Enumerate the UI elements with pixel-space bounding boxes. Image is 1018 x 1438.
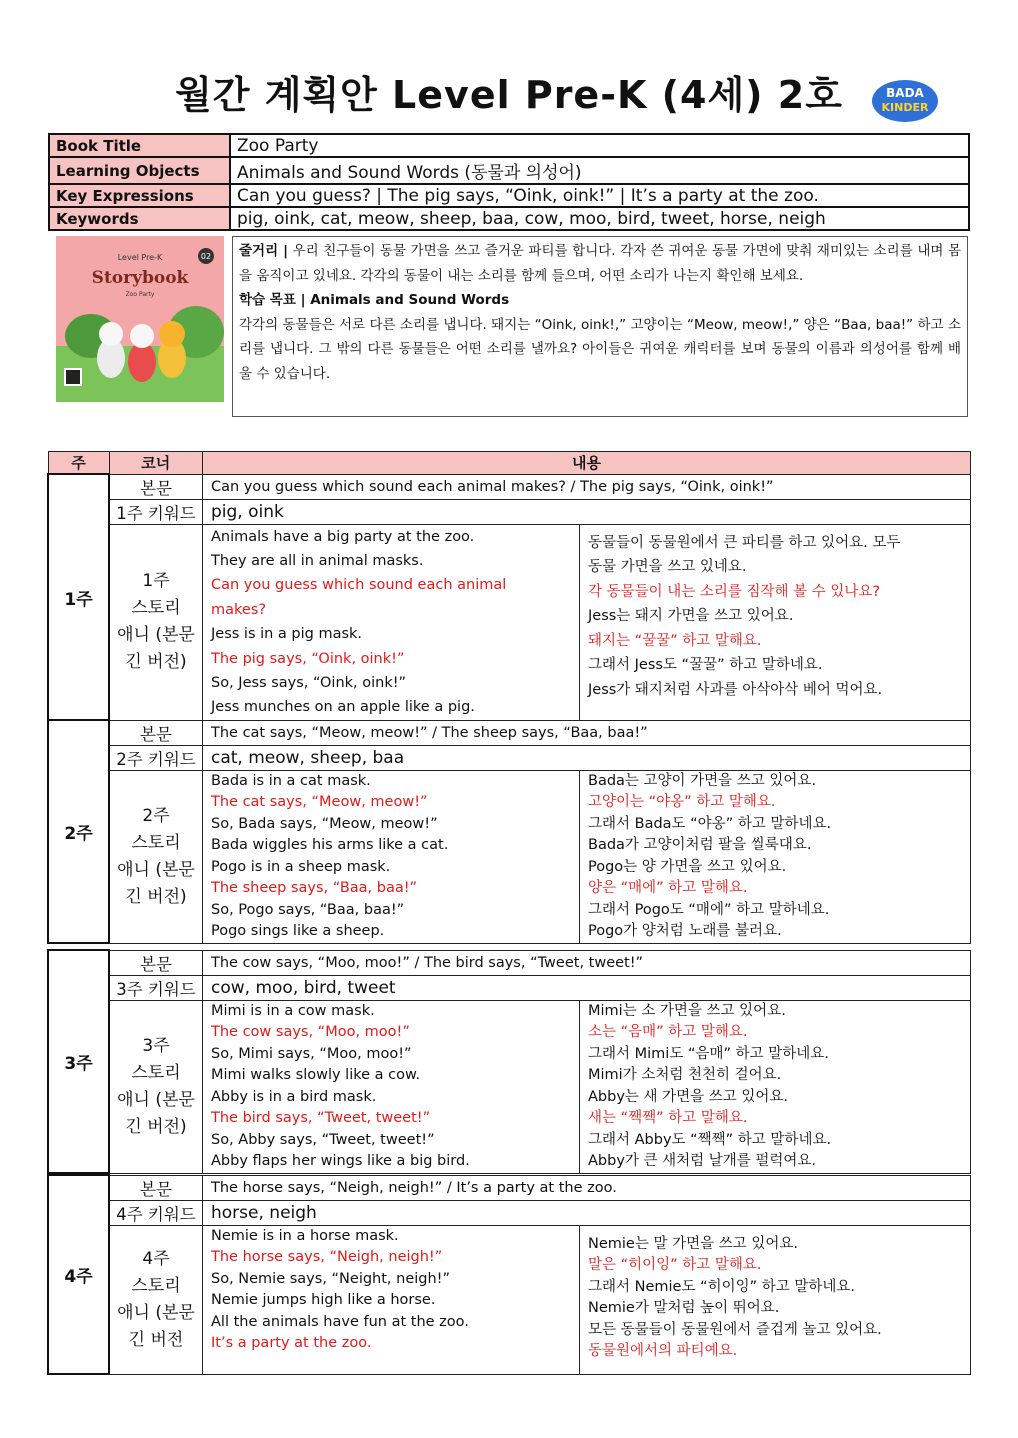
story-line: 모든 동물들이 동물원에서 즐겁게 놀고 있어요. — [588, 1321, 882, 1338]
story-line-highlight: It’s a party at the zoo. — [211, 1335, 372, 1351]
keyword-label: 4주 키워드 — [109, 1200, 203, 1225]
plot-text: 우리 친구들이 동물 가면을 쓰고 즐거운 파티를 합니다. 각자 쓴 귀여운 동물 가면에 맞춰 재미있는 소리를 내며 몸을 움직이고 있네요. 각각의 동물이 내는 소리를 함께 들으며, 어떤 소리가 나는지 확인해 보세요. — [239, 243, 961, 284]
keyword-label: 3주 키워드 — [109, 975, 203, 1000]
header-content: 내용 — [203, 452, 971, 475]
story-line-highlight: 동물원에서의 파티예요. — [588, 1343, 738, 1359]
book-info-table — [48, 133, 970, 231]
info-label: Key Expressions — [49, 184, 230, 207]
story-line: Bada is in a cat mask. — [211, 772, 371, 789]
week-1-table — [47, 451, 971, 721]
week-label: 4주 — [48, 1175, 109, 1374]
story-english — [203, 1225, 580, 1374]
story-line: Jess는 돼지 가면을 쓰고 있어요. — [588, 608, 794, 625]
story-line: Mimi is in a cow mask. — [211, 1002, 375, 1019]
page-title: 월간 계획안 Level Pre-K (4세) 2호 — [175, 73, 843, 117]
story-line: 동물 가면을 쓰고 있네요. — [588, 559, 747, 576]
story-line: 그래서 Mimi도 “음매” 하고 말하네요. — [588, 1045, 829, 1062]
cover-subtitle: Zoo Party — [125, 291, 155, 298]
bada-kinder-logo — [870, 78, 940, 124]
story-line: Nemie는 말 가면을 쓰고 있어요. — [588, 1235, 798, 1252]
story-korean — [580, 1225, 971, 1374]
story-line-highlight: 각 동물들이 내는 소리를 짐작해 볼 수 있나요? — [588, 583, 881, 600]
main-text-label: 본문 — [109, 474, 203, 499]
story-line-highlight: Can you guess which sound each animal — [211, 577, 507, 594]
story-line: Pogo가 양처럼 노래를 불러요. — [588, 923, 782, 939]
story-summary — [232, 236, 968, 417]
story-line: Pogo는 양 가면을 쓰고 있어요. — [588, 858, 787, 875]
info-value: pig, oink, cat, meow, sheep, baa, cow, moo, bird, tweet, horse, neigh — [230, 207, 969, 230]
story-english — [203, 524, 580, 720]
main-text-label: 본문 — [109, 950, 203, 975]
keyword-label: 2주 키워드 — [109, 745, 203, 770]
info-label: Keywords — [49, 207, 230, 230]
week-label: 3주 — [48, 950, 109, 1173]
week-4-table — [47, 1174, 971, 1375]
story-line: So, Pogo says, “Baa, baa!” — [211, 901, 405, 918]
story-line: 동물들이 동물원에서 큰 파티를 하고 있어요. 모두 — [588, 534, 901, 551]
story-line: Mimi walks slowly like a cow. — [211, 1067, 421, 1083]
cover-level: Level Pre-K — [117, 253, 163, 262]
story-line: All the animals have fun at the zoo. — [211, 1313, 469, 1330]
story-line: Jess is in a pig mask. — [211, 626, 363, 643]
story-line: 그래서 Abby도 “짹짹” 하고 말하네요. — [588, 1131, 832, 1148]
story-line-highlight: The bird says, “Tweet, tweet!” — [211, 1110, 431, 1126]
header-corner: 코너 — [109, 452, 203, 475]
main-text: The horse says, “Neigh, neigh!” / It’s a party at the zoo. — [203, 1175, 971, 1200]
story-line: Abby is in a bird mask. — [211, 1088, 377, 1105]
story-line-highlight: The horse says, “Neigh, neigh!” — [211, 1249, 443, 1265]
cover-number: 02 — [200, 252, 212, 261]
story-line-highlight: The cat says, “Meow, meow!” — [211, 794, 428, 810]
story-line: Mimi가 소처럼 천천히 걸어요. — [588, 1067, 782, 1083]
info-label: Book Title — [49, 134, 230, 157]
story-line: Nemie jumps high like a horse. — [211, 1292, 436, 1308]
story-line: Pogo is in a sheep mask. — [211, 858, 391, 875]
main-text: The cat says, “Meow, meow!” / The sheep says, “Baa, baa!” — [203, 720, 971, 745]
story-line: Bada wiggles his arms like a cat. — [211, 837, 449, 853]
story-line: Bada는 고양이 가면을 쓰고 있어요. — [588, 772, 817, 789]
story-korean — [580, 1000, 971, 1173]
story-line: 그래서 Bada도 “야옹” 하고 말하네요. — [588, 815, 832, 832]
story-english — [203, 1000, 580, 1173]
main-text-label: 본문 — [109, 1175, 203, 1200]
svg-text:KINDER: KINDER — [881, 101, 929, 114]
main-text: Can you guess which sound each animal makes? / The pig says, “Oink, oink!” — [203, 474, 971, 499]
story-english — [203, 770, 580, 943]
story-line: Abby flaps her wings like a big bird. — [211, 1153, 470, 1169]
goal-text: 각각의 동물들은 서로 다른 소리를 냅니다. 돼지는 “Oink, oink!,” 고양이는 “Meow, meow!,” 양은 “Baa, baa!” 하고 소리를 냅니다. 그 밖의 다른 동물들은 어떤 소리를 낼까요? 아이들은 귀여운 캐릭터를 보며 동물의 이름과 의성어를 함께 배울 수 있습니다. — [239, 316, 961, 382]
story-line-highlight: makes? — [211, 601, 267, 618]
keyword-label: 1주 키워드 — [109, 499, 203, 524]
story-line-highlight: 말은 “히이잉” 하고 말해요. — [588, 1257, 762, 1273]
info-value: Can you guess? | The pig says, “Oink, oink!” | It’s a party at the zoo. — [230, 184, 969, 207]
story-line: 그래서 Jess도 “꿀꿀” 하고 말하네요. — [588, 657, 823, 674]
keywords: cat, meow, sheep, baa — [203, 745, 971, 770]
story-line: Abby가 큰 새처럼 날개를 펄럭여요. — [588, 1153, 817, 1169]
week-3-table — [47, 949, 971, 1174]
story-label: 3주 스토리 애니 (본문 긴 버전) — [109, 1000, 203, 1173]
story-line: Mimi는 소 가면을 쓰고 있어요. — [588, 1002, 786, 1019]
story-line: 그래서 Nemie도 “히이잉” 하고 말하네요. — [588, 1278, 856, 1295]
story-line: So, Bada says, “Meow, meow!” — [211, 815, 438, 832]
story-line-highlight: The sheep says, “Baa, baa!” — [211, 880, 418, 896]
story-korean — [580, 770, 971, 943]
svg-text:BADA: BADA — [886, 86, 924, 100]
story-line-highlight: 새는 “짹짹” 하고 말해요. — [588, 1110, 748, 1126]
story-line: Pogo sings like a sheep. — [211, 923, 385, 939]
storybook-cover-image — [56, 236, 224, 402]
story-line-highlight: 돼지는 “꿀꿀” 하고 말해요. — [588, 632, 762, 649]
week-2-table — [47, 719, 971, 944]
story-line-highlight: 고양이는 “야옹” 하고 말해요. — [588, 794, 776, 810]
story-line: Abby는 새 가면을 쓰고 있어요. — [588, 1088, 789, 1105]
story-line: Nemie is in a horse mask. — [211, 1227, 399, 1244]
story-line: Nemie가 말처럼 높이 뛰어요. — [588, 1300, 780, 1316]
info-label: Learning Objects — [49, 157, 230, 184]
story-line: 그래서 Pogo도 “매에” 하고 말하네요. — [588, 901, 830, 918]
keywords: horse, neigh — [203, 1200, 971, 1225]
story-line: So, Abby says, “Tweet, tweet!” — [211, 1131, 435, 1148]
keywords: pig, oink — [203, 499, 971, 524]
story-line-highlight: The pig says, “Oink, oink!” — [211, 650, 405, 667]
main-text-label: 본문 — [109, 720, 203, 745]
info-value: Zoo Party — [230, 134, 969, 157]
story-line: Jess munches on an apple like a pig. — [211, 699, 475, 716]
main-text: The cow says, “Moo, moo!” / The bird says, “Tweet, tweet!” — [203, 950, 971, 975]
story-line: So, Mimi says, “Moo, moo!” — [211, 1045, 412, 1062]
story-line: So, Nemie says, “Neight, neigh!” — [211, 1270, 451, 1287]
header-week: 주 — [48, 452, 109, 475]
story-line: Animals have a big party at the zoo. — [211, 528, 475, 545]
story-label: 4주 스토리 애니 (본문 긴 버전 — [109, 1225, 203, 1374]
story-line: So, Jess says, “Oink, oink!” — [211, 674, 407, 691]
week-label: 2주 — [48, 720, 109, 943]
story-label: 1주 스토리 애니 (본문 긴 버전) — [109, 524, 203, 720]
story-line: They are all in animal masks. — [211, 552, 424, 569]
story-line-highlight: The cow says, “Moo, moo!” — [211, 1024, 410, 1040]
plot-heading: 줄거리 | — [239, 243, 289, 259]
cover-title: Storybook — [91, 268, 189, 288]
story-line-highlight: 소는 “음매” 하고 말해요. — [588, 1024, 748, 1040]
story-line: Jess가 돼지처럼 사과를 아삭아삭 베어 먹어요. — [588, 682, 883, 699]
info-value: Animals and Sound Words (동물과 의성어) — [230, 157, 969, 184]
story-line-highlight: 양은 “매에” 하고 말해요. — [588, 880, 748, 896]
story-line: Bada가 고양이처럼 팔을 씰룩대요. — [588, 837, 812, 853]
goal-heading: 학습 목표 | Animals and Sound Words — [239, 292, 510, 309]
week-label: 1주 — [48, 474, 109, 720]
keywords: cow, moo, bird, tweet — [203, 975, 971, 1000]
story-korean — [580, 524, 971, 720]
story-label: 2주 스토리 애니 (본문 긴 버전) — [109, 770, 203, 943]
